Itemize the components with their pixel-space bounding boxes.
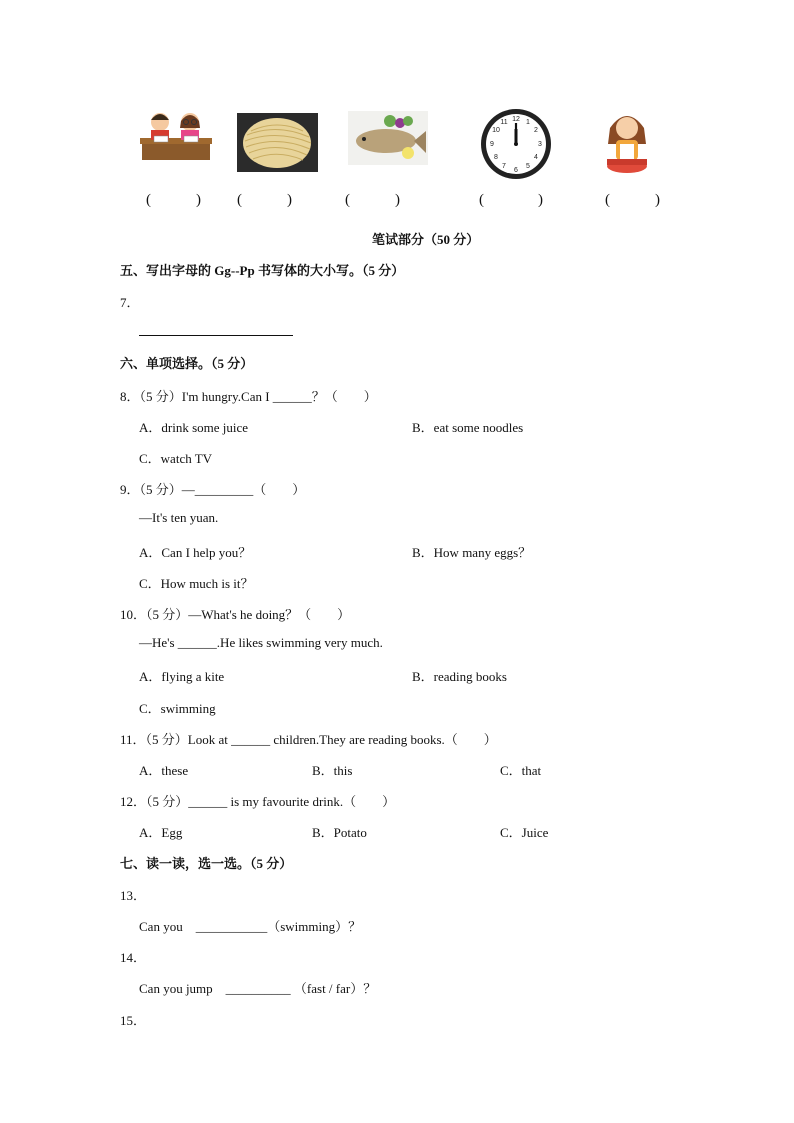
- svg-text:9: 9: [490, 141, 494, 148]
- section-6-title: 六、单项选择。（5 分）: [120, 356, 254, 371]
- answer-paren-close-5: ): [655, 192, 660, 208]
- question-9-line-2: —It's ten yuan.: [139, 510, 219, 525]
- svg-text:12: 12: [512, 116, 520, 123]
- question-7-answer-line: [139, 335, 293, 336]
- answer-paren-close-2: ): [287, 192, 292, 208]
- question-9-option-a: A．Can I help you？: [139, 545, 252, 560]
- question-8-option-c: C．watch TV: [139, 451, 213, 466]
- question-10-option-c: C．swimming: [139, 701, 216, 716]
- question-14-text: Can you jump __________ （fast / far）？: [139, 981, 377, 996]
- question-11-option-b: B．this: [312, 763, 353, 778]
- children-reading-picture: [138, 108, 214, 164]
- written-part-title: 笔试部分（50 分）: [372, 232, 480, 247]
- question-10-option-a: A．flying a kite: [139, 669, 225, 684]
- question-13-text: Can you ___________（swimming）？: [139, 919, 362, 934]
- svg-text:1: 1: [526, 119, 530, 126]
- question-9-option-b: B．How many eggs？: [412, 545, 532, 560]
- answer-paren-open-5: (: [605, 192, 610, 208]
- question-7-number: 7．: [120, 295, 140, 310]
- cooking-picture: [596, 104, 658, 177]
- answer-paren-open-4: (: [479, 192, 484, 208]
- section-7-title: 七、读一读，选一选。（5 分）: [120, 856, 293, 871]
- svg-text:3: 3: [538, 141, 542, 148]
- question-12-stem: 12．（5 分）______ is my favourite drink.（ ）: [120, 794, 396, 809]
- question-12-option-a: A．Egg: [139, 825, 183, 840]
- question-9-stem: 9．（5 分）—_________（ ）: [120, 482, 306, 497]
- question-10-line-2: —He's ______.He likes swimming very much.: [139, 635, 383, 650]
- question-8-option-a: A．drink some juice: [139, 420, 249, 435]
- question-11-stem: 11．（5 分）Look at ______ children.They are reading books.（ ）: [120, 732, 497, 747]
- svg-text:8: 8: [494, 154, 498, 161]
- question-10-stem: 10．（5 分）—What's he doing？（ ）: [120, 607, 351, 622]
- question-11-option-a: A．these: [139, 763, 189, 778]
- section-5-title: 五、写出字母的 Gg--Pp 书写体的大小写。（5 分）: [120, 263, 405, 278]
- question-11-option-c: C．that: [500, 763, 542, 778]
- svg-text:10: 10: [492, 127, 500, 134]
- answer-paren-close-3: ): [395, 192, 400, 208]
- question-9-option-c: C．How much is it？: [139, 576, 254, 591]
- svg-text:5: 5: [526, 163, 530, 170]
- svg-text:6: 6: [514, 167, 518, 174]
- answer-paren-close-4: ): [538, 192, 543, 208]
- question-8-stem: 8．（5 分）I'm hungry.Can I ______？（ ）: [120, 389, 377, 404]
- answer-paren-open-2: (: [237, 192, 242, 208]
- answer-paren-open-1: (: [146, 192, 151, 208]
- question-13-number: 13．: [120, 888, 147, 903]
- question-10-option-b: B．reading books: [412, 669, 507, 684]
- svg-text:2: 2: [534, 127, 538, 134]
- question-14-number: 14．: [120, 950, 147, 965]
- fish-picture: [348, 111, 428, 165]
- clock-picture: [479, 107, 553, 181]
- svg-text:7: 7: [502, 163, 506, 170]
- answer-paren-close-1: ): [196, 192, 201, 208]
- question-12-option-c: C．Juice: [500, 825, 549, 840]
- svg-text:11: 11: [500, 119, 508, 126]
- question-15-number: 15．: [120, 1013, 147, 1028]
- question-12-option-b: B．Potato: [312, 825, 367, 840]
- question-8-option-b: B．eat some noodles: [412, 420, 524, 435]
- answer-paren-open-3: (: [345, 192, 350, 208]
- noodles-picture: [237, 113, 318, 172]
- svg-text:4: 4: [534, 154, 538, 161]
